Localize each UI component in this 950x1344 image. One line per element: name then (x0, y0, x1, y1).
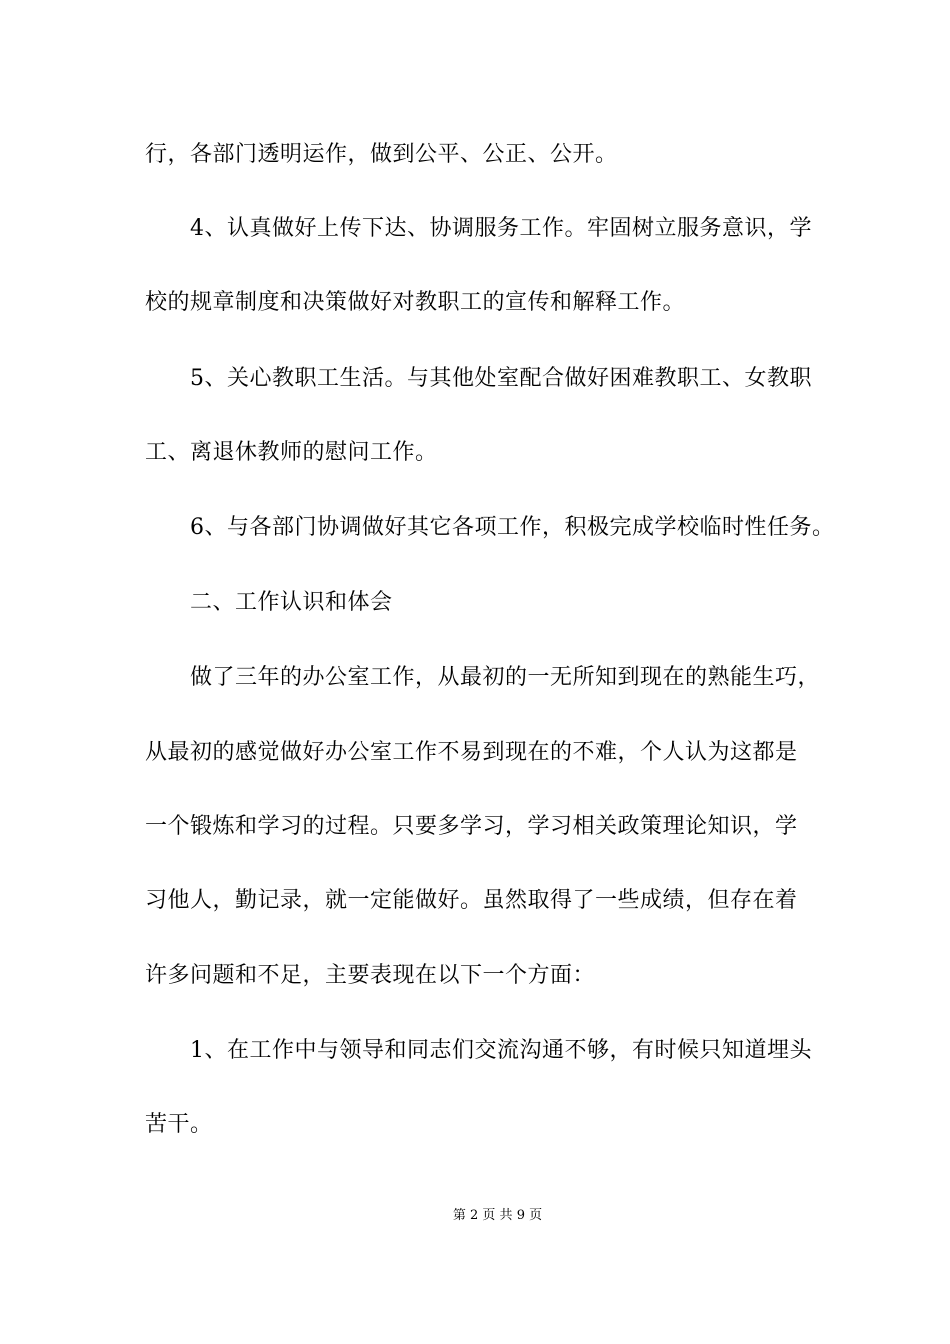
text-line-9: 从最初的感觉做好办公室工作不易到现在的不难，个人认为这都是 (145, 740, 798, 765)
text-line-14: 苦干。 (145, 1112, 213, 1137)
text-line-4: 5、关心教职工生活。与其他处室配合做好困难教职工、女教职 (190, 366, 812, 391)
text-line-5: 工、离退休教师的慰问工作。 (145, 440, 438, 465)
page-number-footer: 第 2 页 共 9 页 (452, 1208, 543, 1223)
text-line-6: 6、与各部门协调做好其它各项工作，积极完成学校临时性任务。 (190, 515, 835, 540)
text-line-12: 许多问题和不足，主要表现在以下一个方面： (145, 963, 596, 988)
text-line-2: 4、认真做好上传下达、协调服务工作。牢固树立服务意识，学 (190, 216, 812, 241)
text-line-10: 一个锻炼和学习的过程。只要多学习，学习相关政策理论知识，学 (145, 814, 798, 839)
text-line-8: 做了三年的办公室工作，从最初的一无所知到现在的熟能生巧， (190, 665, 821, 690)
text-line-11: 习他人，勤记录，就一定能做好。虽然取得了一些成绩，但存在着 (145, 888, 798, 913)
text-line-13: 1、在工作中与领导和同志们交流沟通不够，有时候只知道埋头 (190, 1038, 812, 1063)
text-line-3: 校的规章制度和决策做好对教职工的宣传和解释工作。 (145, 290, 686, 315)
text-line-1: 行，各部门透明运作，做到公平、公正、公开。 (145, 142, 618, 167)
section-heading: 二、工作认识和体会 (190, 590, 393, 615)
